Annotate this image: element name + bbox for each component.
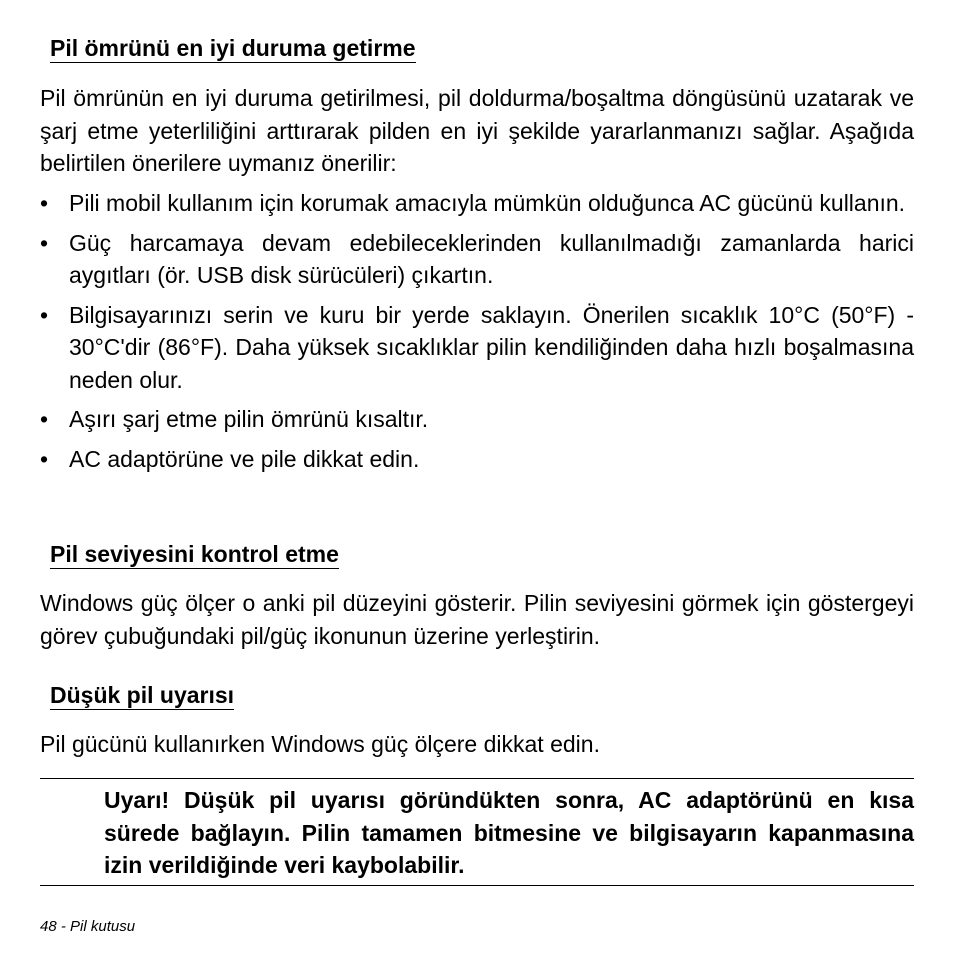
bullet-mark: • xyxy=(40,301,49,328)
page-footer: 48 - Pil kutusu xyxy=(40,918,136,935)
battery-level-body: Windows güç ölçer o anki pil düzeyini gösterir. Pilin seviyesini görmek için göstergeyi görev çubuğundaki pil/güç ikonunun üzerine yerleştirin. xyxy=(40,590,914,649)
list-item-text: Aşırı şarj etme pilin ömrünü kısaltır. xyxy=(69,406,429,432)
bullet-mark: • xyxy=(40,406,49,432)
list-item xyxy=(40,227,914,292)
warning-top-rule xyxy=(40,778,914,779)
list-item xyxy=(40,443,914,476)
list-item-text: AC adaptörüne ve pile dikkat edin. xyxy=(69,445,420,472)
section-heading-battery-life: Pil ömrünü en iyi duruma getirme xyxy=(50,35,416,61)
section-heading-low-battery: Düşük pil uyarısı xyxy=(50,682,235,708)
bullet-mark: • xyxy=(40,445,49,472)
list-item xyxy=(40,187,914,220)
list-item xyxy=(40,403,914,436)
list-item-text: Pili mobil kullanım için korumak amacıyla mümkün olduğunca AC gücünü kullanın. xyxy=(69,190,906,216)
bullet-mark: • xyxy=(40,229,49,256)
battery-tips-list xyxy=(40,187,914,475)
bullet-mark: • xyxy=(40,190,49,216)
list-item-text: Güç harcamaya devam edebileceklerinden kullanılmadığı zamanlarda harici aygıtları (ör. USB disk sürücüleri) çıkartın. xyxy=(69,229,914,288)
low-battery-body: Pil gücünü kullanırken Windows güç ölçere dikkat edin. xyxy=(40,731,600,757)
list-item-text: Bilgisayarınızı serin ve kuru bir yerde saklayın. Önerilen sıcaklık 10°C (50°F) - 30°C'dir (86°F). Daha yüksek sıcaklıklar pilin kendiliğinden daha hızlı boşalmasına neden olur. xyxy=(69,301,914,393)
warning-bottom-rule xyxy=(40,885,914,886)
list-item xyxy=(40,299,914,397)
warning-text: Uyarı! Düşük pil uyarısı göründükten sonra, AC adaptörünü en kısa sürede bağlayın. Pilin tamamen bitmesine ve bilgisayarın kapanmasına izin verildiğinde veri kaybolabilir. xyxy=(104,787,914,878)
section-heading-battery-level: Pil seviyesini kontrol etme xyxy=(50,541,339,567)
battery-life-intro: Pil ömrünün en iyi duruma getirilmesi, pil doldurma/boşaltma döngüsünü uzatarak ve şarj etme yeterliliğini arttırarak pilden en iyi şekilde yararlanmanızı sağlar. Aşağıda belirtilen önerilere uymanız önerilir: xyxy=(40,85,914,176)
